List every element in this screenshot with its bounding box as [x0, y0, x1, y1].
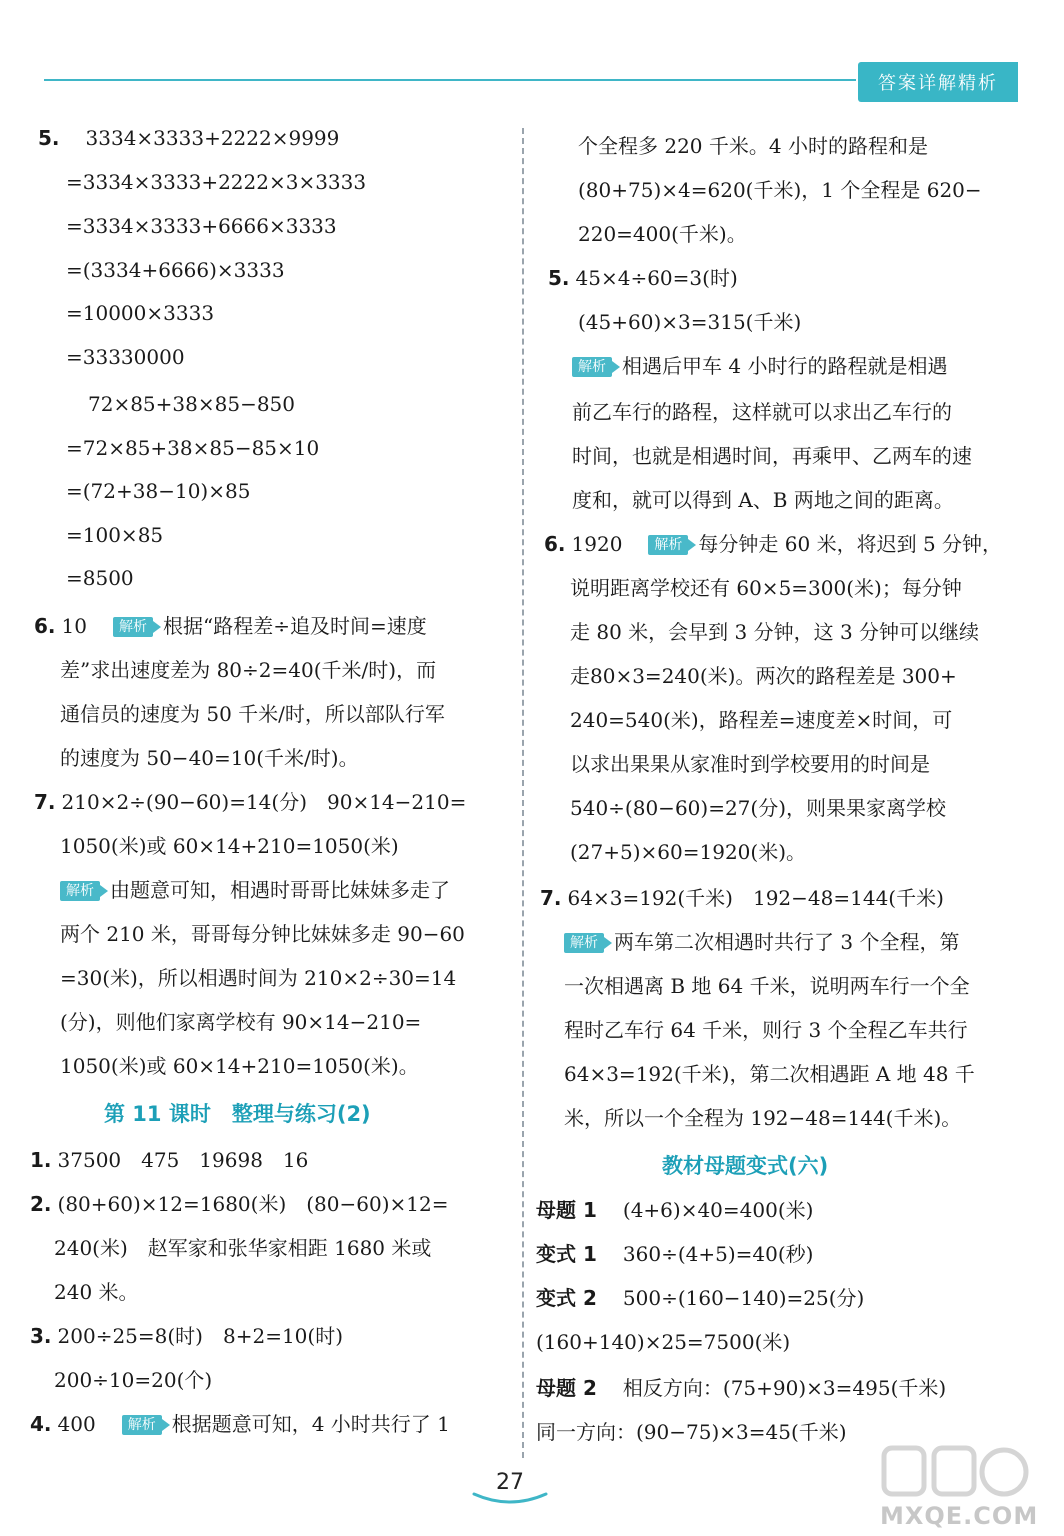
variant-row: (160+140)×25=7500(米) [536, 1330, 791, 1354]
r-cont4-0: 个全程多 220 千米。4 小时的路程和是 [578, 134, 928, 158]
r-q6-line-7: (27+5)×60=1920(米)。 [570, 840, 807, 864]
variant-row: 同一方向：(90−75)×3=45(千米) [536, 1420, 847, 1444]
q7-analysis-4: 1050(米)或 60×14+210=1050(米)。 [60, 1054, 419, 1078]
q7-analysis-0: 解析 由题意可知，相遇时哥哥比妹妹多走了 [60, 876, 450, 904]
r-q6-line-5: 以求出果果从家准时到学校要用的时间是 [570, 752, 930, 776]
s2-line-2: 240 米。 [54, 1280, 139, 1304]
q5-line-0: 5. 3334×3333+2222×9999 [38, 126, 340, 150]
r-q7-analysis-4: 米，所以一个全程为 192−48=144(千米)。 [564, 1106, 962, 1130]
analysis-badge: 解析 [113, 617, 153, 637]
analysis-badge: 解析 [564, 933, 604, 953]
analysis-badge: 解析 [60, 881, 100, 901]
r-q6-line-1: 说明距离学校还有 60×5=300(米)；每分钟 [570, 576, 962, 600]
r-q5-line-1: (45+60)×3=315(千米) [578, 310, 802, 334]
q5-line-10: =8500 [66, 566, 134, 590]
q6-line-2: 通信员的速度为 50 千米/时，所以部队行军 [60, 702, 445, 726]
q5-line-2: =3334×3333+6666×3333 [66, 214, 337, 238]
r-q7-analysis-1: 一次相遇离 B 地 64 千米，说明两车行一个全 [564, 974, 970, 998]
q6-line-3: 的速度为 50−40=10(千米/时)。 [60, 746, 359, 770]
r-q5-analysis-0: 解析 相遇后甲车 4 小时行的路程就是相遇 [572, 352, 947, 380]
column-divider [522, 128, 524, 1458]
variant-row: 母题 1 (4+6)×40=400(米) [536, 1198, 814, 1222]
s4-line: 4. 400 解析 根据题意可知，4 小时共行了 1 [30, 1412, 450, 1436]
q7-analysis-3: (分)，则他们家离学校有 90×14−210= [60, 1010, 422, 1034]
q7-line-1: 1050(米)或 60×14+210=1050(米) [60, 834, 399, 858]
r-q5-analysis-3: 度和，就可以得到 A、B 两地之间的距离。 [572, 488, 954, 512]
s1-line: 1. 37500 475 19698 16 [30, 1148, 309, 1172]
q6-line-1: 差”求出速度差为 80÷2=40(千米/时)，而 [60, 658, 437, 682]
q5-line-6: 72×85+38×85−850 [88, 392, 296, 416]
r-q5-line-0: 5. 45×4÷60=3(时) [548, 266, 738, 290]
r-q7-analysis-0: 解析 两车第二次相遇时共行了 3 个全程，第 [564, 928, 959, 956]
variant-row: 变式 1 360÷(4+5)=40(秒) [536, 1242, 814, 1266]
q5-line-8: =(72+38−10)×85 [66, 479, 251, 503]
q5-line-4: =10000×3333 [66, 301, 215, 325]
r-q7-analysis-3: 64×3=192(千米)，第二次相遇距 A 地 48 千 [564, 1062, 975, 1086]
r-q5-analysis-2: 时间，也就是相遇时间，再乘甲、乙两车的速 [572, 444, 972, 468]
s3-line-0: 3. 200÷25=8(时) 8+2=10(时) [30, 1324, 344, 1348]
section-title-variants: 教材母题变式(六) [662, 1154, 829, 1178]
r-q7-line-0: 7. 64×3=192(千米) 192−48=144(千米) [540, 886, 944, 910]
analysis-badge: 解析 [122, 1415, 162, 1435]
analysis-badge: 解析 [572, 357, 612, 377]
r-q7-analysis-2: 程时乙车行 64 千米，则行 3 个全程乙车共行 [564, 1018, 968, 1042]
q5-line-9: =100×85 [66, 523, 164, 547]
q7-analysis-2: =30(米)，所以相遇时间为 210×2÷30=14 [60, 966, 457, 990]
header-rule [44, 79, 856, 81]
s2-line-1: 240(米) 赵军家和张华家相距 1680 米或 [54, 1236, 432, 1260]
header-tab: 答案详解精析 [858, 62, 1018, 102]
analysis-badge: 解析 [648, 535, 688, 555]
variant-row: 变式 2 500÷(160−140)=25(分) [536, 1286, 865, 1310]
section-title-lesson11: 第 11 课时 整理与练习(2) [104, 1102, 371, 1126]
q5-line-7: =72×85+38×85−85×10 [66, 436, 320, 460]
page-number-swoosh [470, 1490, 550, 1506]
q6-line-0: 6. 10 解析 根据“路程差÷追及时间=速度 [34, 614, 427, 638]
r-cont4-1: (80+75)×4=620(千米)，1 个全程是 620− [578, 178, 982, 202]
variant-row: 母题 2 相反方向：(75+90)×3=495(千米) [536, 1376, 947, 1400]
watermark-text: MXQE.COM [880, 1502, 1039, 1530]
q7-analysis-1: 两个 210 米，哥哥每分钟比妹妹多走 90−60 [60, 922, 465, 946]
s3-line-1: 200÷10=20(个) [54, 1368, 213, 1392]
r-q6-line-0: 6. 1920 解析 每分钟走 60 米，将迟到 5 分钟， [544, 532, 1003, 556]
r-cont4-2: 220=400(千米)。 [578, 222, 747, 246]
r-q5-analysis-1: 前乙车行的路程，这样就可以求出乙车行的 [572, 400, 952, 424]
r-q6-line-2: 走 80 米，会早到 3 分钟，这 3 分钟可以继续 [570, 620, 980, 644]
q7-line-0: 7. 210×2÷(90−60)=14(分) 90×14−210= [34, 790, 467, 814]
r-q6-line-3: 走80×3=240(米)。两次的路程差是 300+ [570, 664, 957, 688]
s2-line-0: 2. (80+60)×12=1680(米) (80−60)×12= [30, 1192, 449, 1216]
r-q6-line-6: 540÷(80−60)=27(分)，则果果家离学校 [570, 796, 947, 820]
r-q6-line-4: 240=540(米)，路程差=速度差×时间，可 [570, 708, 953, 732]
q5-line-3: =(3334+6666)×3333 [66, 258, 285, 282]
q5-line-1: =3334×3333+2222×3×3333 [66, 170, 367, 194]
page-number: 27 [496, 1470, 524, 1495]
q5-line-5: =33330000 [66, 345, 185, 369]
